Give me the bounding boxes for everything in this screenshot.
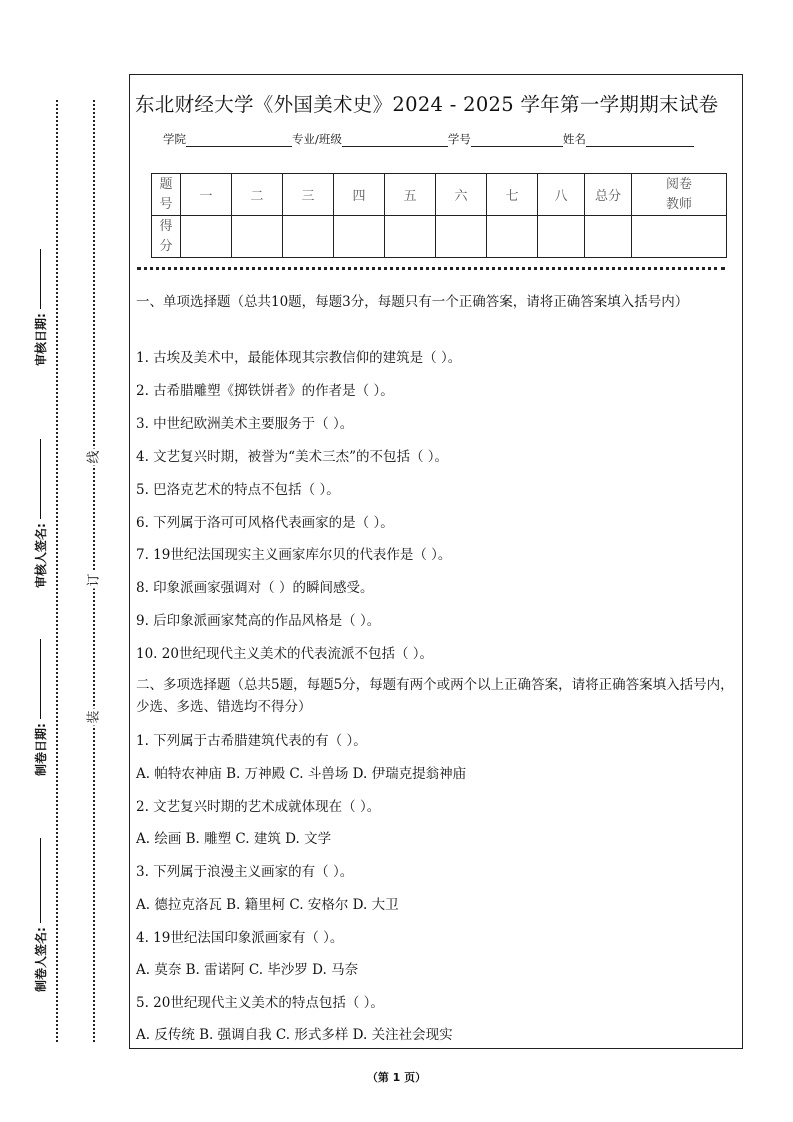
score-cell[interactable] [487,216,538,258]
score-cell[interactable] [436,216,487,258]
question-options: A. 德拉克洛瓦 B. 籍里柯 C. 安格尔 D. 大卫 [136,897,399,913]
section1-heading: 一、单项选择题（总共10题，每题3分，每题只有一个正确答案，请将正确答案填入括号内） [136,294,689,310]
col-header: 五 [385,174,436,216]
score-cell-total[interactable] [585,216,632,258]
question-item: 2. 古希腊雕塑《掷铁饼者》的作者是（ ）。 [136,383,394,399]
col-header: 二 [232,174,283,216]
col-header: 一 [181,174,232,216]
student-info-row [163,131,694,147]
student-id-label: 学号 [447,132,471,146]
binding-mark-xian: 线 [86,450,102,464]
section-divider [137,267,725,270]
score-cell[interactable] [385,216,436,258]
section2-heading: 二、多项选择题（总共5题，每题5分，每题有两个或两个以上正确答案，请将正确答案填入括号内，少选、多选、错选均不得分） [136,677,734,715]
score-table [151,173,727,258]
binding-dotted-line-left [56,100,58,1042]
col-header: 三 [283,174,334,216]
col-header-total: 总分 [585,174,632,216]
row-label-question-no: 题号 [152,174,181,216]
col-header-grader: 阅卷教师 [632,174,727,216]
question-item: 7. 19世纪法国现实主义画家库尔贝的代表作是（ ）。 [136,547,452,563]
question-item: 6. 下列属于洛可可风格代表画家的是（ ）。 [136,515,394,531]
major-class-label: 专业/班级 [292,132,342,146]
question-item: 4. 文艺复兴时期，被誉为“美术三杰”的不包括（ ）。 [136,449,449,465]
major-class-input[interactable] [342,134,448,147]
question-item: 9. 后印象派画家梵高的作品风格是（ ）。 [136,613,381,629]
maker-sign-label: 制卷人签名: [34,927,48,992]
question-options: A. 反传统 B. 强调自我 C. 形式多样 D. 关注社会现实 [136,1027,453,1043]
question-item: 10. 20世纪现代主义美术的代表流派不包括（ ）。 [136,646,433,662]
make-date-field[interactable] [32,639,49,776]
reviewer-sign-field[interactable] [32,439,49,588]
make-date-blank[interactable] [40,639,41,719]
exam-title: 东北财经大学《外国美术史》2024 - 2025 学年第一学期期末试卷 [135,93,719,116]
review-date-blank[interactable] [40,249,41,309]
col-header: 六 [436,174,487,216]
question-item: 4. 19世纪法国印象派画家有（ ）。 [136,930,344,946]
binding-strip [0,0,128,1122]
maker-sign-blank[interactable] [40,838,41,923]
question-item: 5. 巴洛克艺术的特点不包括（ ）。 [136,482,340,498]
question-options: A. 绘画 B. 雕塑 C. 建筑 D. 文学 [136,831,332,847]
college-input[interactable] [186,134,292,147]
question-options: A. 莫奈 B. 雷诺阿 C. 毕沙罗 D. 马奈 [136,962,359,978]
question-item: 1. 下列属于古希腊建筑代表的有（ ）。 [136,733,367,749]
question-options: A. 帕特农神庙 B. 万神殿 C. 斗兽场 D. 伊瑞克提翁神庙 [136,766,467,782]
review-date-field[interactable] [32,249,49,366]
maker-sign-field[interactable] [32,838,49,992]
col-header: 八 [538,174,585,216]
score-cell-grader[interactable] [632,216,727,258]
question-item: 2. 文艺复兴时期的艺术成就体现在（ ）。 [136,799,381,815]
score-table-score-row [152,216,727,258]
score-cell[interactable] [538,216,585,258]
name-input[interactable] [586,134,694,147]
col-header: 七 [487,174,538,216]
question-item: 5. 20世纪现代主义美术的特点包括（ ）。 [136,995,384,1011]
name-label: 姓名 [562,132,586,146]
score-cell[interactable] [283,216,334,258]
page-number: （第 1 页） [366,1071,427,1084]
make-date-label: 制卷日期: [34,723,48,776]
question-item: 8. 印象派画家强调对（ ）的瞬间感受。 [136,580,374,596]
question-item: 1. 古埃及美术中，最能体现其宗教信仰的建筑是（ ）。 [136,350,462,366]
college-label: 学院 [163,132,186,146]
score-cell[interactable] [232,216,283,258]
row-label-score: 得分 [152,216,181,258]
binding-mark-ding: 订 [86,573,102,587]
question-item: 3. 中世纪欧洲美术主要服务于（ ）。 [136,416,354,432]
binding-mark-zhuang: 装 [86,710,102,724]
reviewer-sign-blank[interactable] [40,439,41,519]
col-header: 四 [334,174,385,216]
score-table-header-row [152,174,727,216]
score-cell[interactable] [181,216,232,258]
student-id-input[interactable] [471,134,563,147]
score-cell[interactable] [334,216,385,258]
reviewer-sign-label: 审核人签名: [34,523,48,588]
question-item: 3. 下列属于浪漫主义画家的有（ ）。 [136,864,354,880]
review-date-label: 审核日期: [34,313,48,366]
